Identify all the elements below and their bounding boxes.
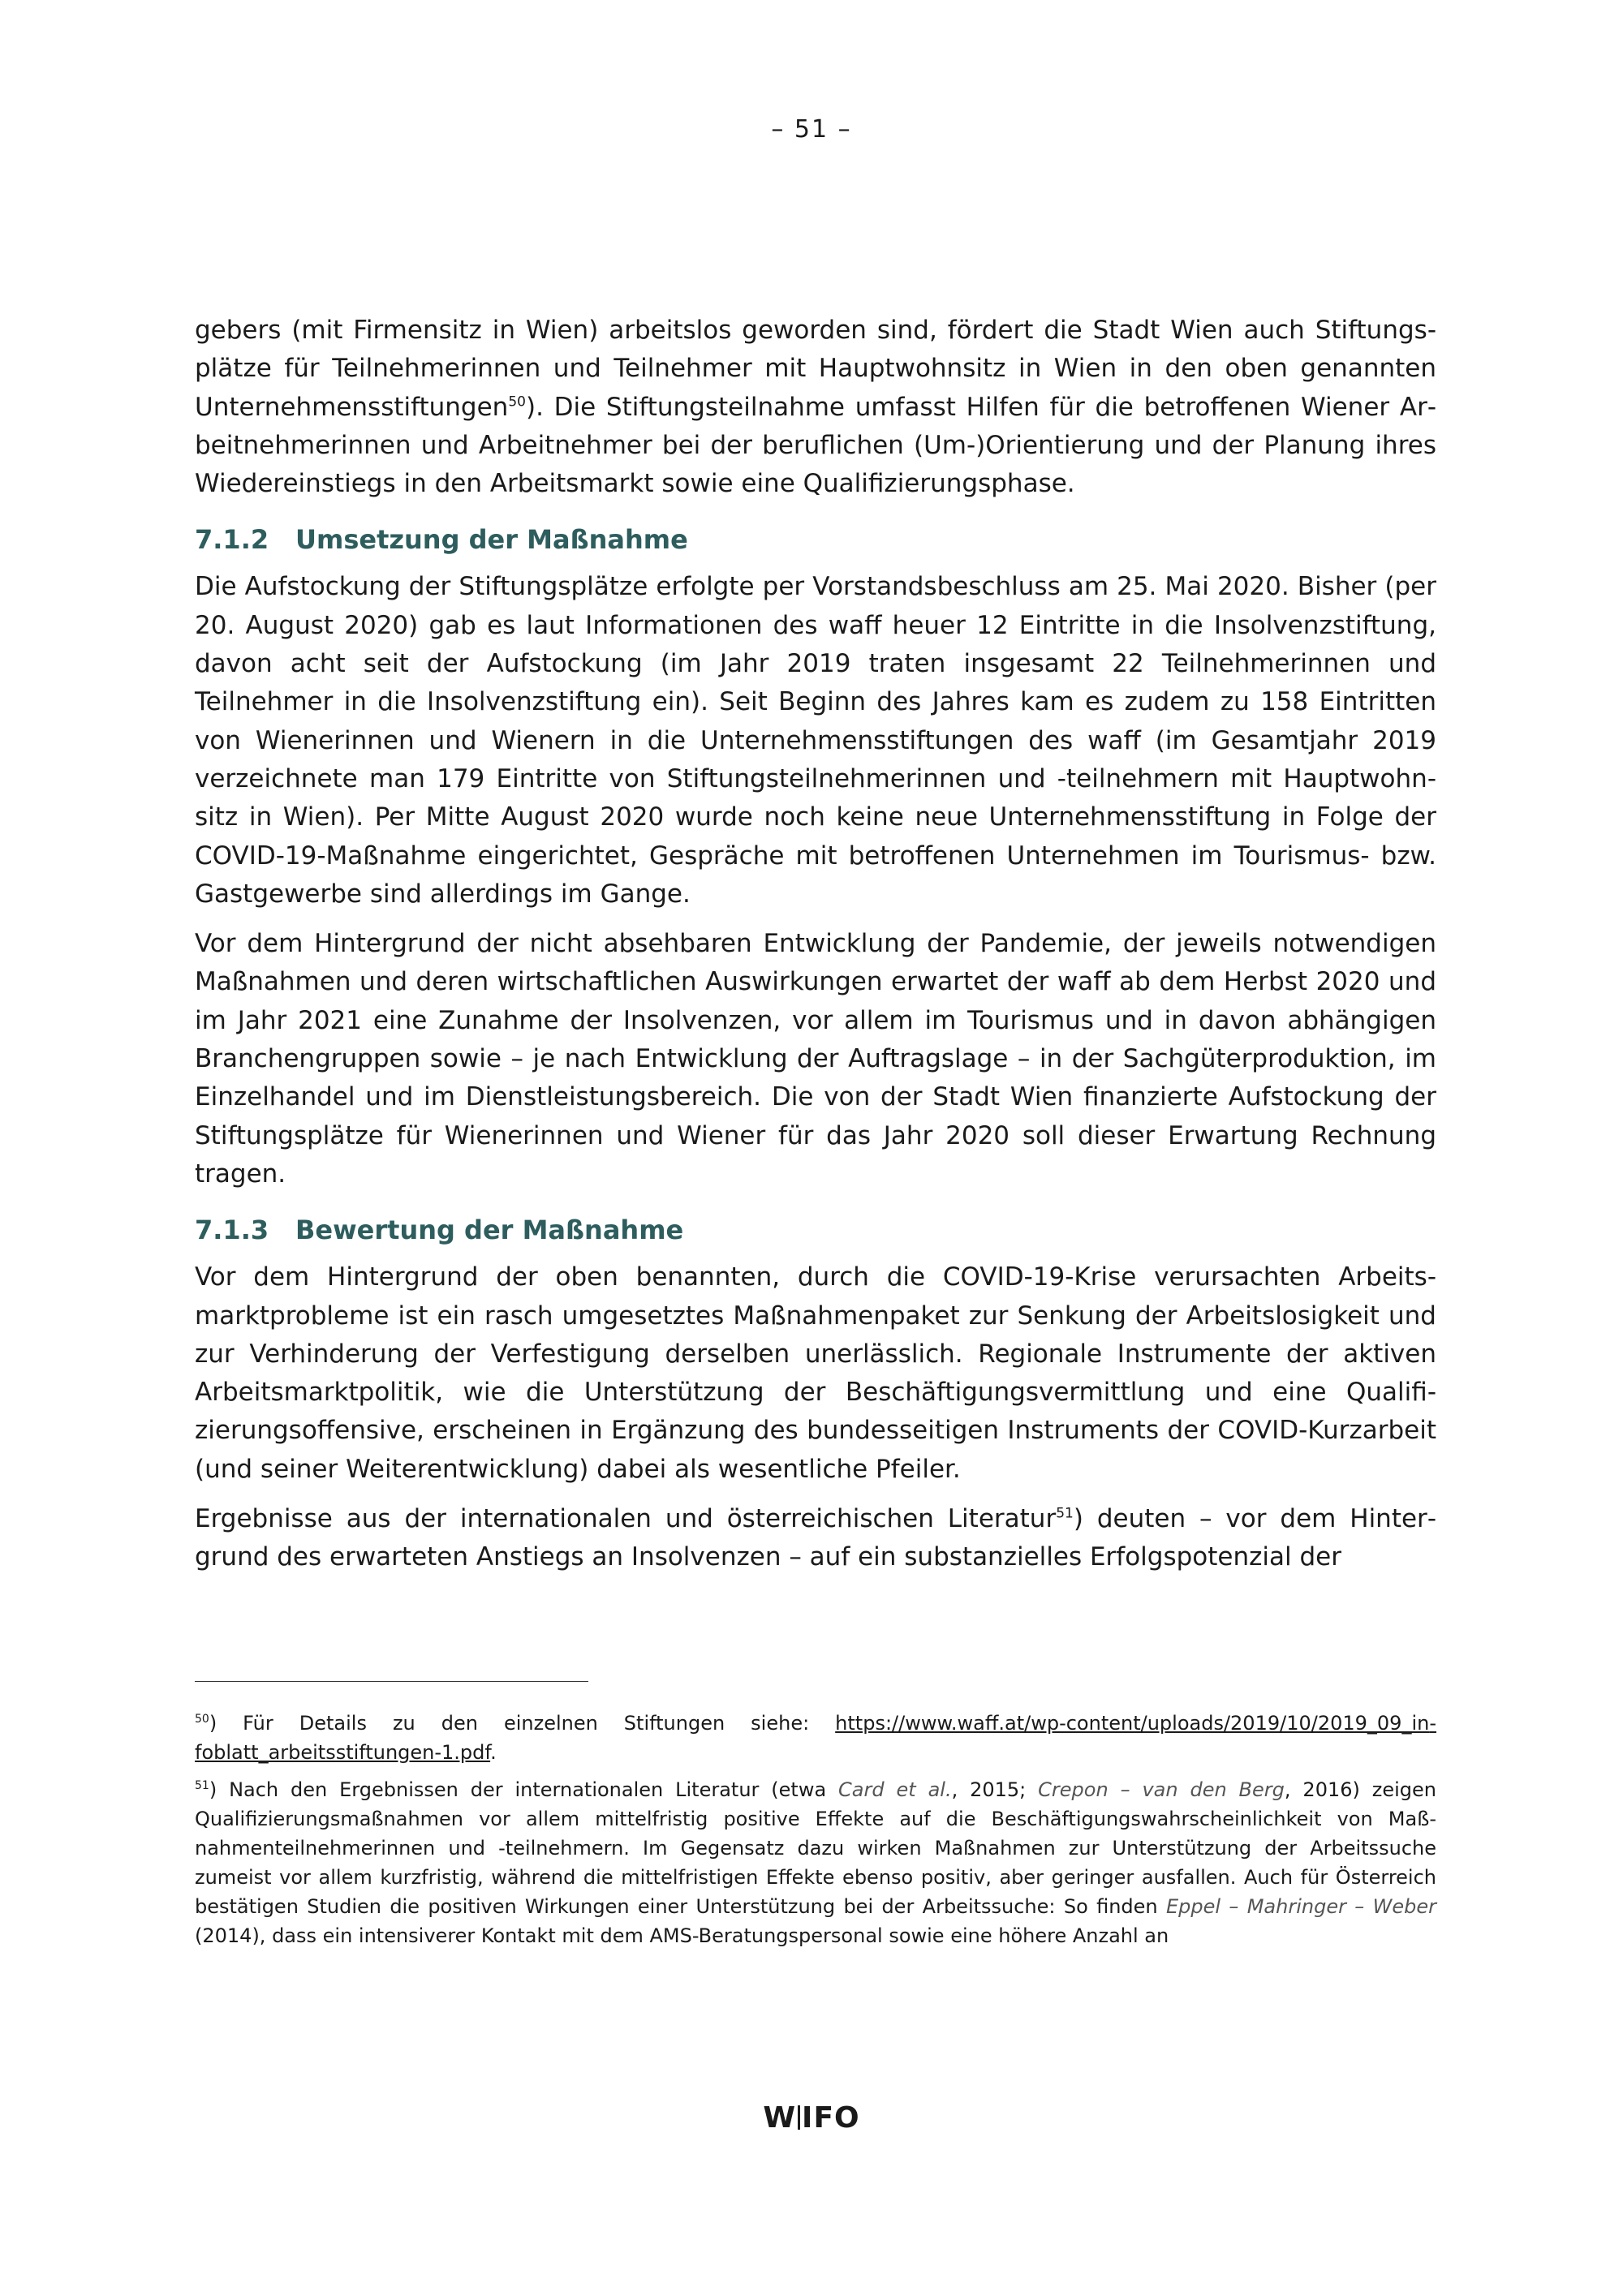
paragraph-bewertung-2-text-a: Ergebnisse aus der internationalen und österreichischen Literatur — [195, 1504, 1057, 1534]
footnote-50-text: ) Für Details zu den einzelnen Stiftungen siehe: — [209, 1712, 836, 1735]
paragraph-bewertung-2-text-b: ) deuten – vor dem Hintergrund des erwarteten Anstiegs an Insolvenzen – auf ein substanzielles Erfolgspotenzial der — [195, 1504, 1436, 1572]
wifo-logo — [0, 2101, 1623, 2135]
footnote-51-marker: 51 — [195, 1779, 209, 1792]
footnote-51-text-a: ) Nach den Ergebnissen der internationalen Literatur (etwa — [209, 1778, 839, 1801]
footnotes — [195, 1709, 1436, 1958]
footnote-50 — [195, 1709, 1436, 1767]
footnote-51-citation-eppel: Eppel – Mahringer – Weber — [1165, 1895, 1436, 1918]
footnote-51-text-b: , 2015; — [951, 1778, 1039, 1801]
footnote-ref-51[interactable]: 51 — [1056, 1505, 1074, 1522]
paragraph-intro-text-a: gebers (mit Firmensitz in Wien) arbeitslos geworden sind, fördert die Stadt Wien auch Stiftungsplätze für Teilnehmerinnen und Teilnehmer mit Hauptwohnsitz in Wien in den oben genannten Unternehmensstiftungen — [195, 316, 1436, 422]
paragraph-intro-text-b: ). Die Stiftungsteilnahme umfasst Hilfen für die betroffenen Wiener Arbeitnehmerinnen und Arbeitnehmer bei der beruflichen (Um-)Orientierung und der Planung ihres Wiedereinstiegs in den Arbeitsmarkt sowie eine Qualifizierungsphase. — [195, 392, 1436, 499]
footnote-50-end: . — [490, 1741, 497, 1764]
footnote-51 — [195, 1775, 1436, 1950]
heading-7-1-2-number: 7.1.2 — [195, 524, 269, 556]
wifo-logo-if: IF — [802, 2101, 835, 2135]
paragraph-bewertung-2 — [195, 1500, 1436, 1577]
heading-7-1-3-title: Bewertung der Maßnahme — [295, 1215, 684, 1246]
wifo-logo-bar — [798, 2105, 800, 2130]
footnote-divider — [195, 1681, 588, 1682]
heading-7-1-3 — [195, 1211, 1436, 1249]
heading-7-1-2-title: Umsetzung der Maßnahme — [295, 524, 688, 556]
footnote-ref-50[interactable]: 50 — [508, 393, 526, 411]
footnote-51-citation-crepon: Crepon – van den Berg — [1038, 1778, 1285, 1801]
footnote-51-citation-card: Card et al. — [838, 1778, 952, 1801]
heading-7-1-2 — [195, 521, 1436, 558]
footnote-51-text-d: (2014), dass ein intensiverer Kontakt mit dem AMS-Beratungspersonal sowie eine höhere Anzahl an — [195, 1924, 1169, 1947]
footnote-51-text-c: , 2016) zeigen Qualifizierungsmaßnahmen vor allem mittelfristig positive Effekte auf die Beschäftigungswahrscheinlichkeit von Maßnahmenteilnehmerinnen und -teilnehmern. Im Gegensatz dazu wirken Maßnahmen zur Unterstützung der Arbeitssuche zumeist vor allem kurzfristig, während die mittelfristigen Effekte ebenso positiv, aber geringer ausfallen. Auch für Österreich bestätigen Studien die positiven Wirkungen einer Unterstützung bei der Arbeitssuche: So finden — [195, 1778, 1436, 1918]
footnote-50-link[interactable]: https://www.waff.at/wp-content/uploads/2019/10/2019_09_infoblatt_arbeitsstiftungen-1.pdf — [195, 1712, 1436, 1764]
paragraph-umsetzung-1: Die Aufstockung der Stiftungsplätze erfolgte per Vorstandsbeschluss am 25. Mai 2020. Bisher (per 20. August 2020) gab es laut Informationen des waff heuer 12 Eintritte in die Insolvenzstiftung, davon acht seit der Aufstockung (im Jahr 2019 traten insgesamt 22 Teilnehmerinnen und Teilnehmer in die Insolvenzstiftung ein). Seit Beginn des Jahres kam es zudem zu 158 Eintritten von Wienerinnen und Wienern in die Unternehmensstiftungen des waff (im Gesamtjahr 2019 verzeichnete man 179 Eintritte von Stiftungsteilnehmerinnen und -teilnehmern mit Hauptwohnsitz in Wien). Per Mitte August 2020 wurde noch keine neue Unternehmensstiftung in Folge der COVID-19-Maßnahme eingerichtet, Gespräche mit betroffenen Unternehmen im Tourismus- bzw. Gastgewerbe sind allerdings im Gange. — [195, 572, 1436, 909]
wifo-logo-w: W — [763, 2101, 797, 2135]
heading-7-1-3-number: 7.1.3 — [195, 1215, 269, 1246]
paragraph-bewertung-1: Vor dem Hintergrund der oben benannten, durch die COVID-19-Krise verursachten Arbeitsmarktprobleme ist ein rasch umgesetztes Maßnahmenpaket zur Senkung der Arbeitslosigkeit und zur Verhinderung der Verfestigung derselben unerlässlich. Regionale Instrumente der aktiven Arbeitsmarktpolitik, wie die Unterstützung der Beschäftigungsvermittlung und eine Qualifizierungsoffensive, erscheinen in Ergänzung des bundesseitigen Instruments der COVID-Kurzarbeit (und seiner Weiterentwicklung) dabei als wesentliche Pfeiler. — [195, 1262, 1436, 1484]
footnote-50-marker: 50 — [195, 1713, 209, 1726]
paragraph-umsetzung-2: Vor dem Hintergrund der nicht absehbaren Entwicklung der Pandemie, der jeweils notwendigen Maßnahmen und deren wirtschaftlichen Auswirkungen erwartet der waff ab dem Herbst 2020 und im Jahr 2021 eine Zunahme der Insolvenzen, vor allem im Tourismus und in davon abhängigen Branchengruppen sowie – je nach Entwicklung der Auftragslage – in der Sachgüterproduktion, im Einzelhandel und im Dienstleistungsbereich. Die von der Stadt Wien finanzierte Aufstockung der Stiftungsplätze für Wienerinnen und Wiener für das Jahr 2020 soll dieser Erwartung Rechnung tragen. — [195, 929, 1436, 1189]
paragraph-intro — [195, 312, 1436, 503]
wifo-logo-o: O — [834, 2101, 860, 2135]
page-number: – 51 – — [771, 115, 852, 144]
main-content — [195, 312, 1436, 1589]
